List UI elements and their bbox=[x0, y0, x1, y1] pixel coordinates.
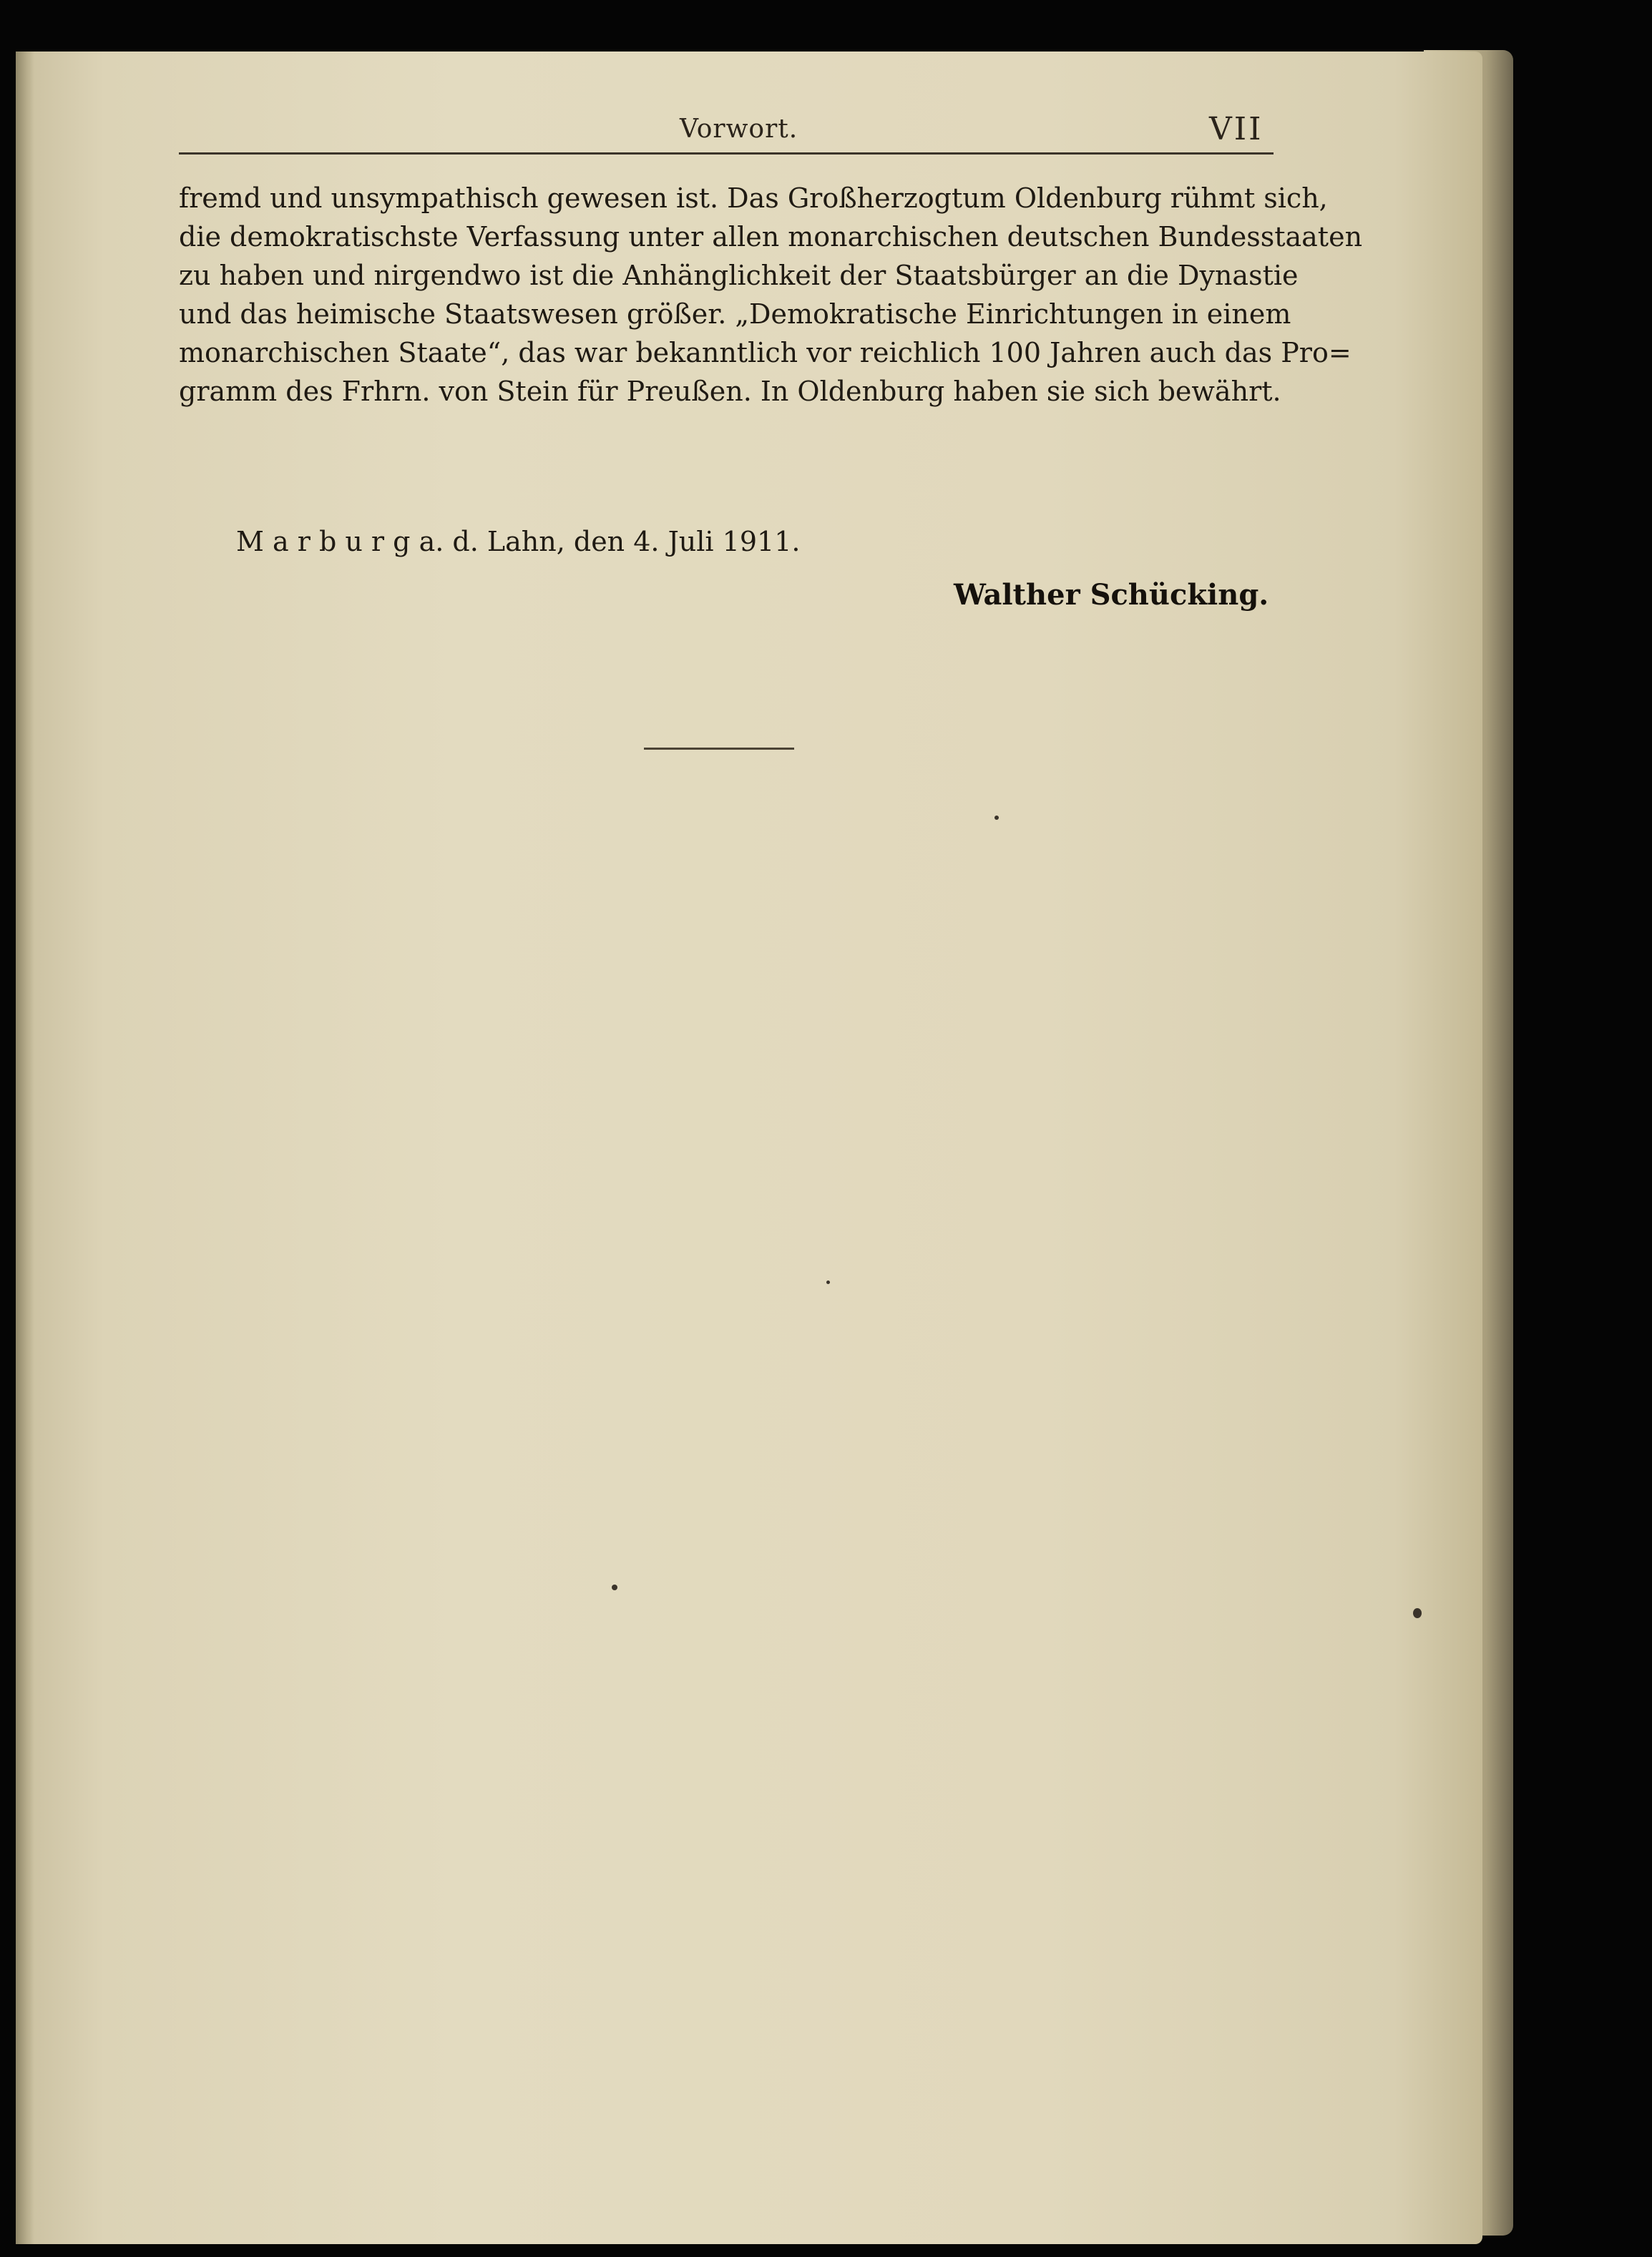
header-rule bbox=[179, 152, 1274, 155]
text-line: fremd und unsympathisch gewesen ist. Das Großherzogtum Oldenburg rühmt sich, bbox=[179, 182, 1328, 214]
text-line: die demokratischste Verfassung unter allen monarchischen deutschen Bundesstaaten bbox=[179, 221, 1363, 253]
paper-speck bbox=[826, 1281, 830, 1284]
text-line: zu haben und nirgendwo ist die Anhänglichkeit der Staatsbürger an die Dynastie bbox=[179, 260, 1299, 291]
paper-speck bbox=[1413, 1608, 1422, 1618]
paper-speck bbox=[612, 1585, 617, 1590]
page-number: VII bbox=[1209, 111, 1264, 147]
dateline: M a r b u r g a. d. Lahn, den 4. Juli 1911. bbox=[236, 526, 801, 557]
text-line: und das heimische Staatswesen größer. „Demokratische Einrichtungen in einem bbox=[179, 298, 1291, 330]
end-rule bbox=[644, 748, 794, 750]
paper-speck bbox=[994, 816, 999, 820]
binding-gutter bbox=[16, 52, 34, 2244]
body-paragraph bbox=[179, 179, 1363, 411]
text-line: gramm des Frhrn. von Stein für Preußen. In Oldenburg haben sie sich bewährt. bbox=[179, 376, 1281, 407]
author-signature: Walther Schücking. bbox=[954, 578, 1269, 612]
running-title: Vorwort. bbox=[680, 114, 798, 144]
text-line: monarchischen Staate“, das war bekanntlich vor reichlich 100 Jahren auch das Pro= bbox=[179, 337, 1352, 368]
